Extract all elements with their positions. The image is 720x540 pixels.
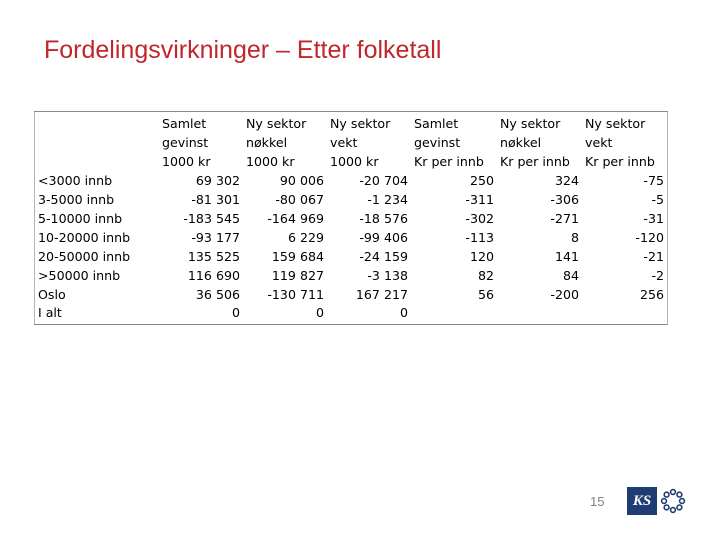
header-line: 1000 kr [162, 154, 211, 169]
row-label: 20-50000 innb [38, 249, 131, 264]
table-cell [494, 304, 579, 322]
table-row [38, 285, 664, 304]
table-cell: -311 [465, 192, 494, 207]
table-row [38, 247, 664, 266]
column-header [494, 114, 579, 171]
header-line: Ny sektor [585, 116, 646, 131]
header-line: Ny sektor [246, 116, 307, 131]
table-cell: 119 827 [271, 268, 324, 283]
table-cell: -24 159 [359, 249, 408, 264]
table-cell: 36 506 [195, 287, 240, 302]
table-cell: -99 406 [359, 230, 408, 245]
table-cell: 135 525 [187, 249, 240, 264]
page-number: 15 [590, 494, 605, 509]
table-body [38, 171, 664, 322]
table-cell: 0 [399, 305, 408, 320]
table-cell: 69 302 [195, 173, 240, 188]
header-line: nøkkel [246, 135, 288, 150]
header-empty [38, 114, 156, 171]
table-cell: -93 177 [191, 230, 240, 245]
table-row [38, 209, 664, 228]
distribution-table [38, 114, 664, 322]
table-row [38, 190, 664, 209]
table-cell: -31 [643, 211, 664, 226]
table-cell: -130 711 [267, 287, 324, 302]
table-cell: 120 [469, 249, 494, 264]
header-line: Samlet [162, 116, 207, 131]
column-header [408, 114, 494, 171]
table-row [38, 304, 664, 322]
table-cell: 0 [315, 305, 324, 320]
table-row [38, 228, 664, 247]
table-cell: -120 [635, 230, 664, 245]
table-cell: -75 [643, 173, 664, 188]
ks-logo [627, 486, 687, 516]
ks-ring-icon [659, 487, 687, 515]
table-cell: -306 [550, 192, 579, 207]
column-header [324, 114, 408, 171]
header-line: 1000 kr [246, 154, 295, 169]
table-cell: 82 [477, 268, 494, 283]
header-line: vekt [585, 135, 613, 150]
table-cell: 250 [469, 173, 494, 188]
column-header [240, 114, 324, 171]
header-line: Kr per innb [500, 154, 570, 169]
table-cell: -164 969 [267, 211, 324, 226]
table-cell: -200 [550, 287, 579, 302]
table-cell: 56 [477, 287, 494, 302]
table-cell: -183 545 [183, 211, 240, 226]
row-label: Oslo [38, 287, 66, 302]
table-cell: 256 [639, 287, 664, 302]
data-table-frame [34, 111, 668, 325]
table-cell: -21 [643, 249, 664, 264]
row-label: <3000 innb [38, 173, 113, 188]
table-cell: -271 [550, 211, 579, 226]
ks-logo-box: KS [627, 487, 657, 515]
table-cell: -1 234 [367, 192, 408, 207]
table-cell: -80 067 [275, 192, 324, 207]
header-line: Ny sektor [330, 116, 391, 131]
row-label: >50000 innb [38, 268, 121, 283]
header-line: Kr per innb [585, 154, 655, 169]
header-line: gevinst [162, 135, 209, 150]
table-cell: 116 690 [187, 268, 240, 283]
table-cell: 84 [562, 268, 579, 283]
table-cell: 324 [554, 173, 579, 188]
table-cell: -5 [651, 192, 664, 207]
table-header-row [38, 114, 664, 171]
table-cell: -113 [465, 230, 494, 245]
table-cell: 167 217 [355, 287, 408, 302]
slide-title: Fordelingsvirkninger – Etter folketall [44, 36, 442, 64]
header-line: 1000 kr [330, 154, 379, 169]
header-line: Ny sektor [500, 116, 561, 131]
table-row [38, 266, 664, 285]
row-label: I alt [38, 305, 62, 320]
table-right-rule [667, 112, 668, 324]
row-label: 3-5000 innb [38, 192, 115, 207]
table-cell [579, 304, 664, 322]
table-cell: 141 [554, 249, 579, 264]
table-left-rule [34, 112, 35, 324]
header-line: vekt [330, 135, 358, 150]
header-line: nøkkel [500, 135, 542, 150]
table-cell: 8 [570, 230, 579, 245]
row-label: 10-20000 innb [38, 230, 131, 245]
table-row [38, 171, 664, 190]
header-line: gevinst [414, 135, 461, 150]
header-line: Samlet [414, 116, 459, 131]
column-header [156, 114, 240, 171]
table-cell: 159 684 [271, 249, 324, 264]
table-cell: -18 576 [359, 211, 408, 226]
header-line: Kr per innb [414, 154, 484, 169]
table-cell [408, 304, 494, 322]
table-cell: -302 [465, 211, 494, 226]
table-cell: -2 [651, 268, 664, 283]
table-cell: -3 138 [367, 268, 408, 283]
table-cell: -81 301 [191, 192, 240, 207]
table-cell: 0 [231, 305, 240, 320]
table-cell: 90 006 [279, 173, 324, 188]
table-cell: 6 229 [287, 230, 324, 245]
table-cell: -20 704 [359, 173, 408, 188]
column-header [579, 114, 664, 171]
row-label: 5-10000 innb [38, 211, 123, 226]
